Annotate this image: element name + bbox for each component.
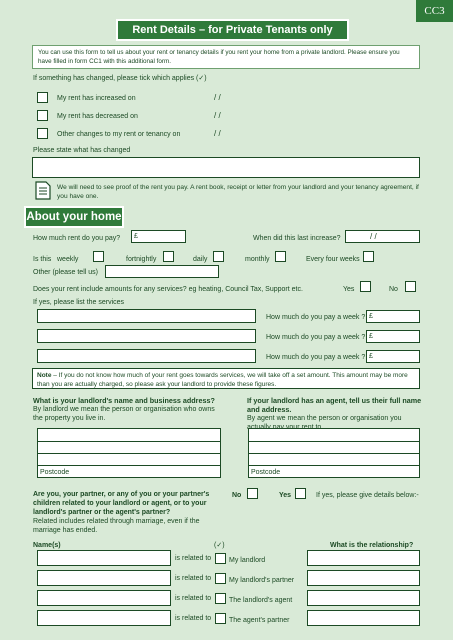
form-code-tab: CC3 xyxy=(416,0,453,22)
landlord-heading: What is your landlord's name and business address? xyxy=(33,396,215,405)
currency-symbol: £ xyxy=(369,353,373,360)
document-icon xyxy=(35,181,51,200)
relation-agent-partner-label: The agent's partner xyxy=(229,617,290,624)
related-no-checkbox[interactable] xyxy=(247,488,258,499)
freq-weekly-checkbox[interactable] xyxy=(93,251,104,262)
relationship-label: What is the relationship? xyxy=(330,542,414,549)
state-changed-label: Please state what has changed xyxy=(33,147,131,154)
related-name-field-2[interactable] xyxy=(37,570,171,586)
last-increase-date: / / xyxy=(370,232,377,241)
related-detail-label: If yes, please give details below:- xyxy=(316,492,419,499)
relation-checkbox-landlord-partner[interactable] xyxy=(215,573,226,584)
currency-symbol: £ xyxy=(134,233,138,240)
relation-landlord-partner-label: My landlord's partner xyxy=(229,577,295,584)
is-this-label: Is this xyxy=(33,256,52,263)
rent-increased-checkbox[interactable] xyxy=(37,92,48,103)
freq-daily-checkbox[interactable] xyxy=(213,251,224,262)
freq-monthly-checkbox[interactable] xyxy=(275,251,286,262)
related-yes-checkbox[interactable] xyxy=(295,488,306,499)
agent-desc: By agent we mean the person or organisation you xyxy=(247,415,402,422)
related-desc: Related includes related through marriage, even if the marriage has ended. xyxy=(33,518,200,534)
freq-monthly-label: monthly xyxy=(245,256,270,263)
rent-increased-date[interactable]: / / xyxy=(214,93,221,102)
related-name-field-3[interactable] xyxy=(37,590,171,606)
section-about-home: About your home xyxy=(24,206,124,228)
rent-question: How much rent do you pay? xyxy=(33,235,121,242)
freq-fortnightly-label: fortnightly xyxy=(126,256,157,263)
services-no-label: No xyxy=(389,286,398,293)
last-increase-question: When did this last increase? xyxy=(253,235,341,242)
agent-heading: If your landlord has an agent, tell us their full name and address. xyxy=(247,396,422,414)
related-question: Are you, your partner, or any of you or your partner's children related to your landlord or agent, or to your landlord's partner or the agent's partner? xyxy=(33,491,210,516)
services-note-box xyxy=(32,368,420,389)
is-related-to-2: is related to xyxy=(175,575,212,582)
relation-landlord-label: My landlord xyxy=(229,557,266,564)
currency-symbol: £ xyxy=(369,333,373,340)
note-text: – If you do not know how much of your rent goes towards services, we will take off a set amount. This amount may be more than you are actually charged, so please ask your landlord to provide these figures. xyxy=(37,372,408,388)
services-list-label: If yes, please list the services xyxy=(33,299,125,306)
freq-four-weeks-label: Every four weeks xyxy=(306,256,360,263)
services-yes-label: Yes xyxy=(343,286,355,293)
service-field-3[interactable] xyxy=(37,349,256,363)
is-related-to-3: is related to xyxy=(175,595,212,602)
related-name-field-4[interactable] xyxy=(37,610,171,626)
other-changes-label: Other changes to my rent or tenancy on xyxy=(57,131,181,138)
what-changed-field[interactable] xyxy=(32,157,420,178)
rent-increased-label: My rent has increased on xyxy=(57,95,136,102)
rent-decreased-label: My rent has decreased on xyxy=(57,113,138,120)
freq-four-weeks-checkbox[interactable] xyxy=(363,251,374,262)
form-title: Rent Details – for Private Tenants only xyxy=(116,19,349,41)
per-week-field-2[interactable] xyxy=(366,330,420,343)
other-changes-checkbox[interactable] xyxy=(37,128,48,139)
service-field-2[interactable] xyxy=(37,329,256,343)
related-yes-label: Yes xyxy=(279,492,292,499)
other-frequency-label: Other (please tell us) xyxy=(33,269,98,276)
per-week-label-2: How much do you pay a week ? xyxy=(266,334,366,341)
landlord-address-field[interactable] xyxy=(37,428,221,478)
rent-decreased-date[interactable]: / / xyxy=(214,111,221,120)
relation-checkbox-landlord[interactable] xyxy=(215,553,226,564)
relationship-field-4[interactable] xyxy=(307,610,420,626)
note-label: Note xyxy=(37,372,52,379)
freq-fortnightly-checkbox[interactable] xyxy=(163,251,174,262)
changed-prompt: If something has changed, please tick which applies (✓) xyxy=(33,75,207,82)
rent-amount-field[interactable] xyxy=(131,230,186,243)
relation-checkbox-agent-partner[interactable] xyxy=(215,613,226,624)
intro-box: You can use this form to tell us about your rent or tenancy details if you rent your home from a private landlord. Please ensure you have filled in form CC1 with this additional form. xyxy=(32,45,420,69)
services-question: Does your rent include amounts for any services? eg heating, Council Tax, Support etc. xyxy=(33,286,303,293)
related-name-field-1[interactable] xyxy=(37,550,171,566)
services-no-checkbox[interactable] xyxy=(405,281,416,292)
per-week-label-1: How much do you pay a week ? xyxy=(266,314,366,321)
is-related-to-4: is related to xyxy=(175,615,212,622)
service-field-1[interactable] xyxy=(37,309,256,323)
relationship-field-3[interactable] xyxy=(307,590,420,606)
other-frequency-field[interactable] xyxy=(105,265,219,278)
currency-symbol: £ xyxy=(369,313,373,320)
relationship-field-1[interactable] xyxy=(307,550,420,566)
relation-agent-label: The landlord's agent xyxy=(229,597,293,604)
per-week-field-3[interactable] xyxy=(366,350,420,363)
other-changes-date[interactable]: / / xyxy=(214,129,221,138)
is-related-to-1: is related to xyxy=(175,555,212,562)
relationship-field-2[interactable] xyxy=(307,570,420,586)
freq-weekly-label: weekly xyxy=(57,256,79,263)
per-week-field-1[interactable] xyxy=(366,310,420,323)
names-label: Name(s) xyxy=(33,542,61,549)
relation-checkbox-agent[interactable] xyxy=(215,593,226,604)
freq-daily-label: daily xyxy=(193,256,208,263)
proof-note: We will need to see proof of the rent you pay. A rent book, receipt or letter from your landlord and your tenancy agreement, if you have one. xyxy=(57,184,419,200)
landlord-postcode-label: Postcode xyxy=(40,469,70,476)
rent-decreased-checkbox[interactable] xyxy=(37,110,48,121)
landlord-desc: By landlord we mean the person or organisation who owns the property you live in. xyxy=(33,406,215,422)
agent-address-field[interactable] xyxy=(248,428,420,478)
tick-label: (✓) xyxy=(214,542,225,549)
agent-postcode-label: Postcode xyxy=(251,469,281,476)
services-yes-checkbox[interactable] xyxy=(360,281,371,292)
per-week-label-3: How much do you pay a week ? xyxy=(266,354,366,361)
related-no-label: No xyxy=(232,492,242,499)
last-increase-date-field[interactable] xyxy=(345,230,420,243)
